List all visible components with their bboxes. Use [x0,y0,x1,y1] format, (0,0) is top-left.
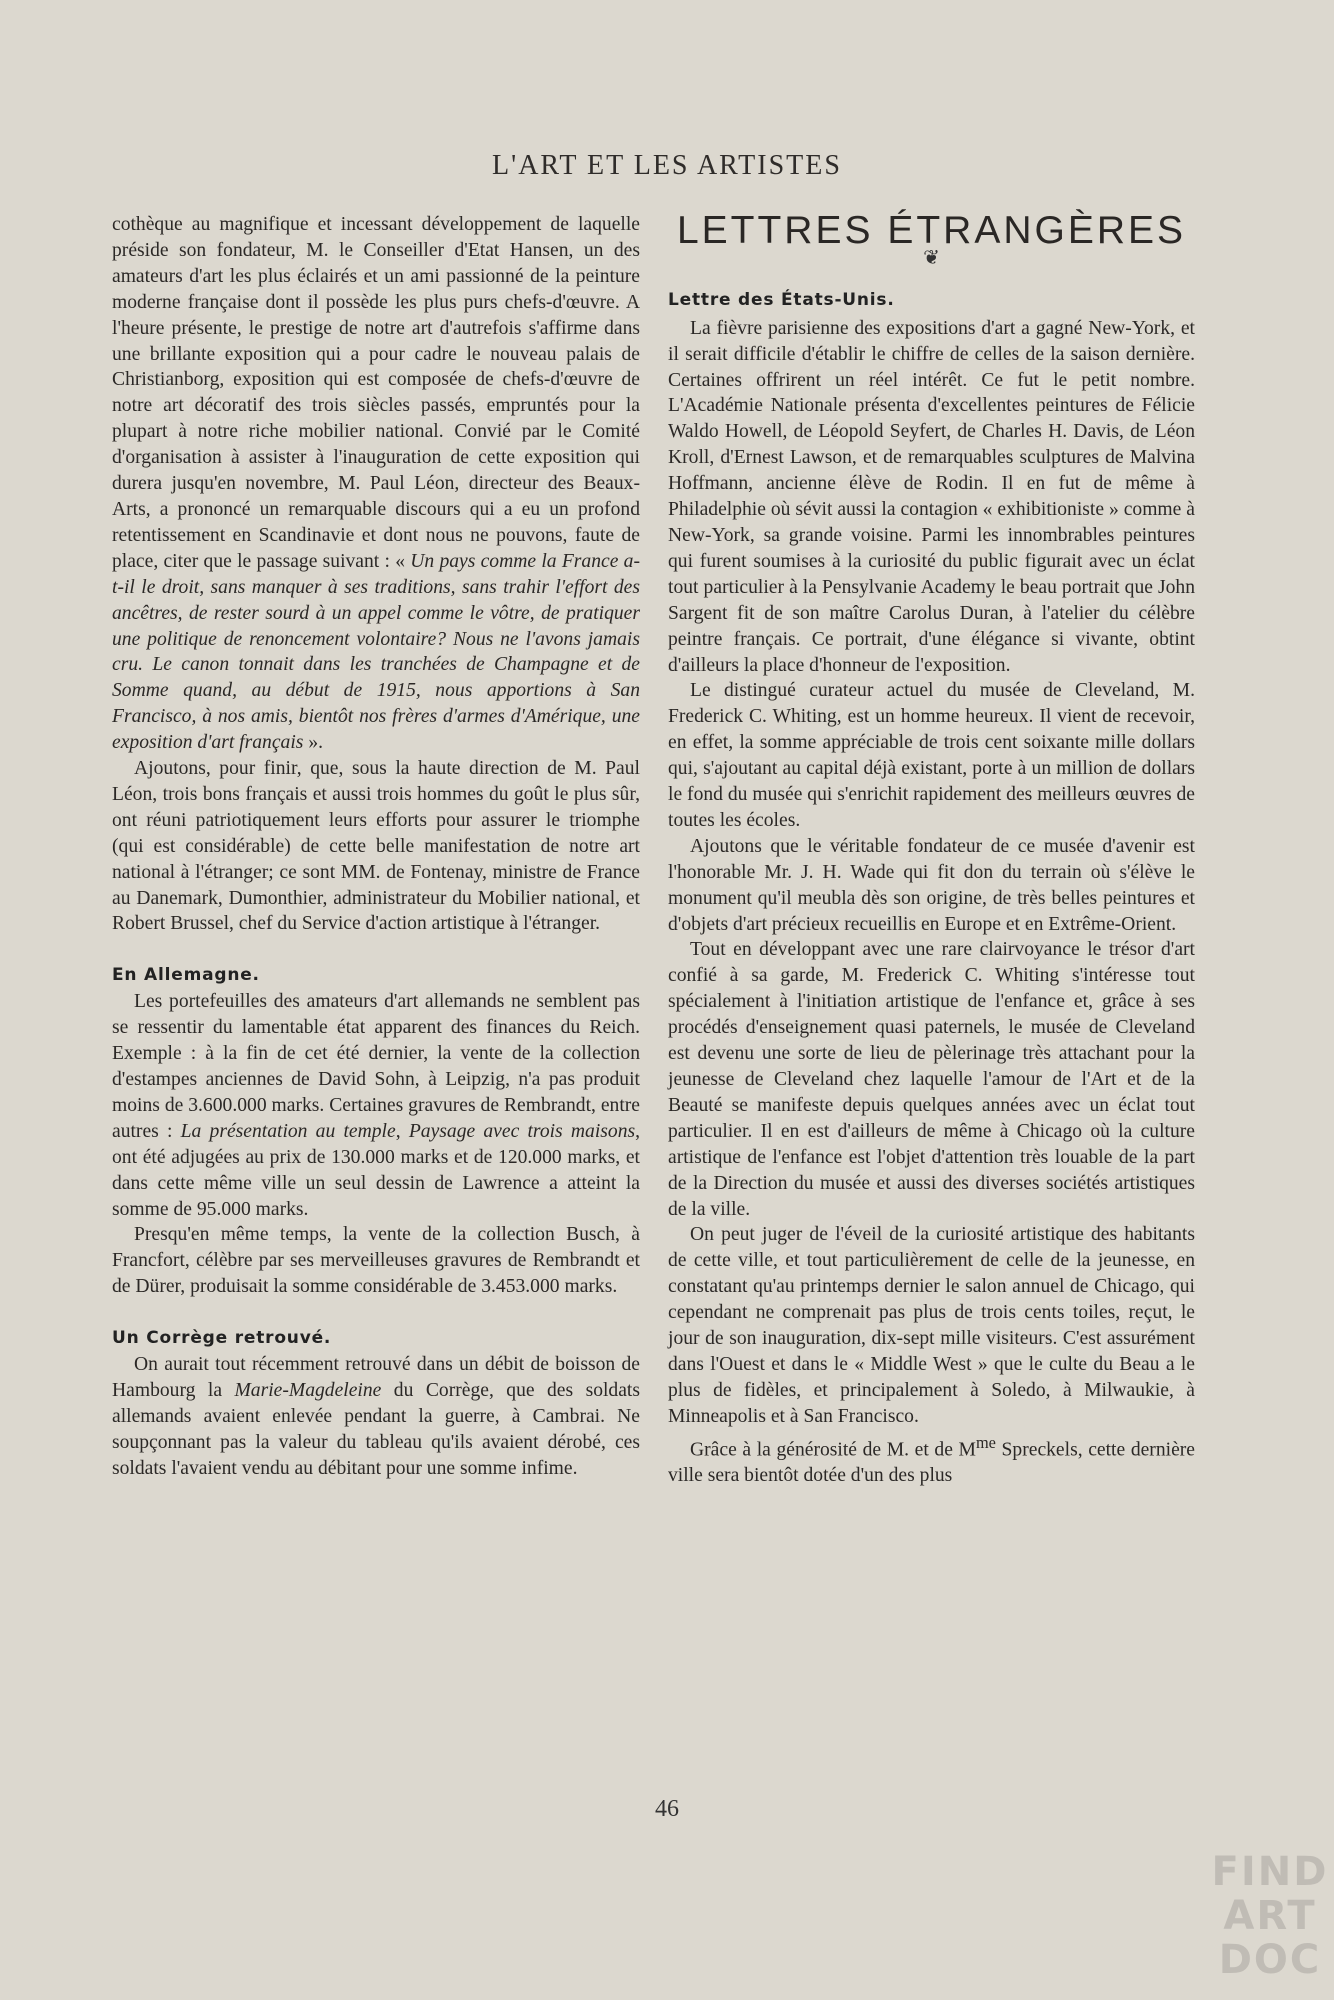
text-run: du Corrège, que des soldats allemands avaient enlevée pendant la guerre, à Cambrai. Ne soupçonnant pas la valeur du tableau qu'ils avaient dérobé, ces soldats l'avaient vendu au débitant pour une somme infime. [112,1379,640,1479]
text-run: cothèque au magnifique et incessant développement de laquelle préside son fondateur, M. le Conseiller d'Etat Hansen, un des amateurs d'art les plus éclairés et un ami passionné de la peinture moderne française dont il possède les plus purs chefs-d'œuvre. A l'heure présente, le prestige de notre art d'autrefois s'affirme dans une brillante exposition qui a pour cadre le nouveau palais de Christianborg, exposition qui est composée de chefs-d'œuvre de notre art décoratif des trois siècles passés, empruntés pour la plupart à notre riche mobilier national. Convié par le Comité d'organisation à assister à l'inauguration de cette exposition qui durera jusqu'en novembre, M. Paul Léon, directeur des Beaux-Arts, a prononcé un remarquable discours qui a eu un profond retentissement en Scandinavie et dont nous ne pouvons, faute de place, citer que le passage suivant : « [112,214,640,572]
section-heading-correge: Un Corrège retrouvé. [112,1328,332,1349]
page-number: 46 [655,1796,679,1822]
watermark-logo [1206,1850,1334,2000]
text-run: Les portefeuilles des amateurs d'art allemands ne semblent pas se ressentir du lamentable état apparent des finances du Reich. Exemple : à la fin de cet été dernier, la vente de la collection d'estampes anciennes de David Sohn, à Leipzig, n'a pas produit moins de 3.600.000 marks. Certaines gravures de Rembrandt, entre autres : [112,991,640,1142]
italic-quote: Un pays comme la France a-t-il le droit, sans manquer à ses traditions, sans trahir l'effort des ancêtres, de rester sourd à un appel comme le vôtre, de pratiquer une politique de renoncement volontaire? Nous ne l'avons jamais cru. Le canon tonnait dans les tranchées de Champagne et de Somme quand, au début de 1915, nous apportions à San Francisco, à nos amis, bientôt nos frères d'armes d'Amérique, une exposition d'art français [112,550,640,754]
watermark-line: ART [1223,1893,1317,1939]
right-column [668,209,1195,1489]
paragraph [112,989,640,1222]
italic-title: Paysage avec trois maisons [408,1120,636,1142]
ornament-icon: ❦ [923,246,940,269]
text-run: Grâce à la générosité de M. et de M [690,1439,976,1461]
text-run: , ont été adjugées au prix de 130.000 marks et de 120.000 marks, et dans cette même ville un seul dessin de Lawrence a atteint la somme de 95.000 marks. [112,1120,641,1220]
paragraph: Presqu'en même temps, la vente de la collection Busch, à Francfort, célèbre par ses merveilleuses gravures de Rembrandt et de Dürer, produisait la somme considérable de 3.453.000 marks. [112,1224,640,1298]
text-run: , [395,1120,409,1142]
paragraph: On peut juger de l'éveil de la curiosité artistique des habitants de cette ville, et tout particulièrement de celle de la jeunesse, en constatant qu'au printemps dernier le salon annuel de Chicago, qui cependant ne comprenait pas plus de trois cents toiles, reçut, le jour de son inauguration, dix-sept mille visiteurs. C'est assurément dans l'Ouest et dans le « Middle West » que le culte du Beau a le plus de fidèles, et principalement à Soledo, à Milwaukie, à Minneapolis et à San Francisco. [668,1224,1195,1427]
paragraph: La fièvre parisienne des expositions d'art a gagné New-York, et il serait difficile d'établir le chiffre de celles de la saison dernière. Certaines offrirent un réel intérêt. Ce fut le petit nombre. L'Académie Nationale présenta d'excellentes peintures de Félicie Waldo Howell, de Léopold Seyfert, de Charles H. Davis, de Léon Kroll, d'Ernest Lawson, et de remarquables sculptures de Malvina Hoffmann, ancienne élève de Rodin. Il en fut de même à Philadelphie où sévit aussi la contagion « exhibitioniste » comme à New-York, sa grande voisine. Parmi les innombrables peintures qui furent soumises à la curiosité du public figurait avec un éclat tout particulier à la Pensylvanie Academy le beau portrait que John Sargent fit de son maître Carolus Duran, à l'atelier du célèbre peintre français. Ce portrait, d'une élégance si vivante, obtint d'ailleurs la place d'honneur de l'exposition. [668,317,1195,676]
paragraph [112,212,640,756]
section-heading-etats-unis: Lettre des États-Unis. [668,289,895,310]
section-heading-allemagne: En Allemagne. [112,965,260,986]
text-run: ». [303,732,324,754]
paragraph: Le distingué curateur actuel du musée de Cleveland, M. Frederick C. Whiting, est un homme heureux. Il vient de recevoir, en effet, la somme appréciable de trois cent soixante mille dollars qui, s'ajoutant au capital déjà existant, porte à un million de dollars le fond du musée qui s'enrichit rapidement des meilleurs œuvres de toutes les écoles. [668,680,1195,831]
paragraph: Ajoutons, pour finir, que, sous la haute direction de M. Paul Léon, trois bons français et aussi trois hommes du goût le plus sûr, ont réuni patriotiquement leurs efforts pour assurer le triomphe (qui est considérable) de cette belle manifestation de notre art national à l'étranger; ce sont MM. de Fontenay, ministre de France au Danemark, Dumonthier, administrateur du Mobilier national, et Robert Brussel, chef du Service d'action artistique à l'étranger. [112,758,640,935]
italic-title: La présentation au temple [180,1120,396,1142]
text-run: On aurait tout récemment retrouvé dans un débit de boisson de Hambourg la [112,1354,640,1401]
section-title: LETTRES ÉTRANGÈRES [676,209,1187,252]
paragraph [112,1352,640,1482]
running-header: L'ART ET LES ARTISTES [492,150,842,181]
superscript: me [975,1432,996,1452]
left-column [112,212,640,1482]
italic-title: Marie-Magdeleine [234,1379,382,1401]
paragraph [668,1430,1195,1489]
paragraph: Tout en développant avec une rare clairvoyance le trésor d'art confié à sa garde, M. Frederick C. Whiting s'intéresse tout spécialement à l'initiation artistique de l'enfance et, grâce à ses procédés d'enseignement quasi paternels, le musée de Cleveland est devenu une sorte de lieu de pèlerinage très attachant pour la jeunesse de Cleveland chez laquelle l'amour de l'Art et de la Beauté se manifeste depuis quelques années avec un éclat tout particulier. Il en est d'ailleurs de même à Chicago où la culture artistique de l'enfance est l'objet d'attention très louable de la part de la Direction du musée et aussi des diverses sociétés artistiques de la ville. [668,939,1195,1220]
text-run: Spreckels, cette dernière ville sera bientôt dotée d'un des plus [668,1439,1195,1487]
watermark-line: FIND [1211,1849,1329,1895]
paragraph: Ajoutons que le véritable fondateur de ce musée d'avenir est l'honorable Mr. J. H. Wade qui fit don du terrain où s'élève le monument qu'il meubla dès son origine, de très belles peintures et d'objets d'art précieux recueillis en Europe et en Extrême-Orient. [668,835,1195,935]
watermark-line: DOC [1218,1937,1322,1983]
